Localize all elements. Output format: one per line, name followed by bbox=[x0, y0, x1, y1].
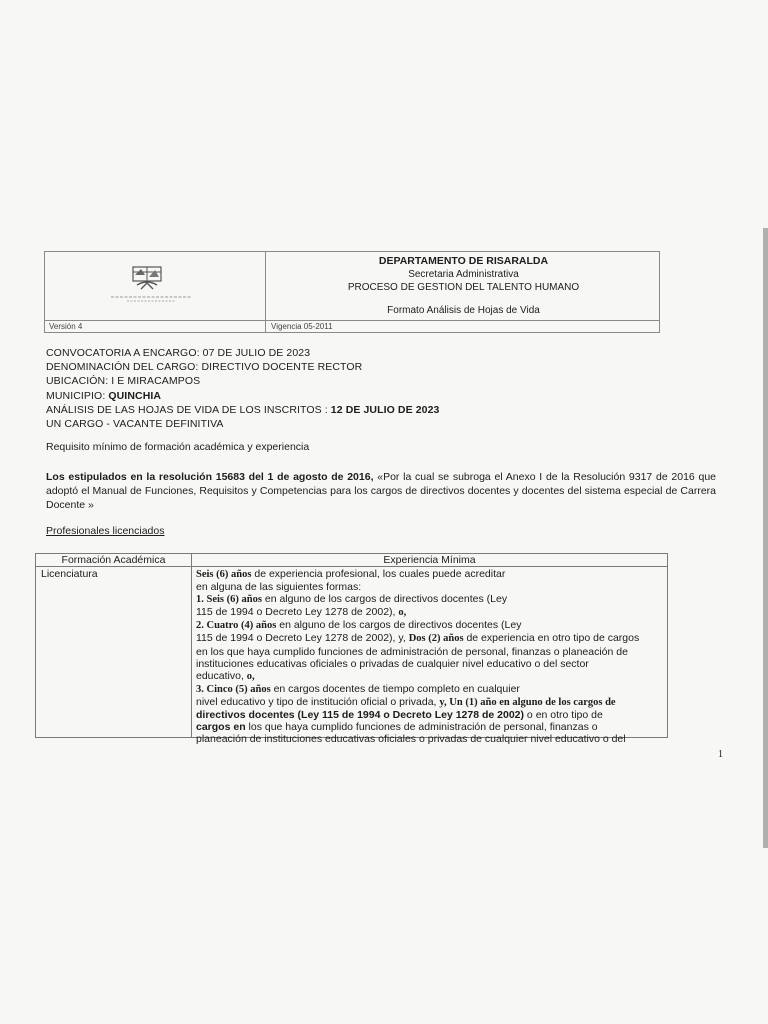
resolution-paragraph bbox=[46, 470, 716, 512]
exp-line: 1. Seis (6) años en alguno de los cargos de directivos docentes (Ley bbox=[196, 593, 508, 606]
info-municipio-label: MUNICIPIO: bbox=[46, 389, 109, 402]
requirements-table bbox=[35, 553, 668, 746]
paragraph-rest: «Por la cual se subroga el Anexo I de la Resolución 9317 de 2016 que adoptó el Manual de Funciones, Requisitos y Competencias para los cargos de directivos docentes y docentes del sistema especial de Carrera Docente » bbox=[46, 471, 716, 511]
header-divider-horizontal bbox=[45, 320, 659, 321]
exp-line: 115 de 1994 o Decreto Ley 1278 de 2002), y, Dos (2) años de experiencia en otro tipo de cargos bbox=[196, 632, 640, 645]
table-header-formacion: Formación Académica bbox=[61, 554, 166, 566]
exp-line: directivos docentes (Ley 115 de 1994 o Decreto Ley 1278 de 2002) o en otro tipo de bbox=[196, 709, 603, 722]
header-proceso: PROCESO DE GESTION DEL TALENTO HUMANO bbox=[347, 282, 580, 293]
header-formato: Formato Análisis de Hojas de Vida bbox=[387, 305, 540, 316]
table-divider-vertical bbox=[191, 554, 192, 737]
header-version: Versión 4 bbox=[49, 322, 83, 331]
info-denominacion: DENOMINACIÓN DEL CARGO: DIRECTIVO DOCENTE RECTOR bbox=[46, 361, 363, 374]
info-municipio-value: QUINCHIA bbox=[108, 389, 162, 402]
header-dept: DEPARTAMENTO DE RISARALDA bbox=[378, 255, 549, 267]
info-analisis-value: 12 DE JULIO DE 2023 bbox=[330, 403, 440, 416]
table-cell-licenciatura: Licenciatura bbox=[41, 568, 98, 580]
exp-line: cargos en los que haya cumplido funciones de administración de personal, finanzas o bbox=[196, 721, 598, 734]
info-analisis bbox=[46, 403, 440, 417]
exp-line: 2. Cuatro (4) años en alguno de los cargos de directivos docentes (Ley bbox=[196, 619, 522, 632]
info-municipio bbox=[46, 389, 440, 403]
scan-edge-shadow bbox=[763, 228, 768, 848]
header-vigencia: Vigencia 05-2011 bbox=[271, 322, 333, 331]
logo-caption-icon bbox=[105, 294, 197, 304]
section-heading-profesionales: Profesionales licenciados bbox=[46, 525, 165, 537]
exp-line: en los que haya cumplido funciones de administración de personal, finanzas o planeación de bbox=[196, 645, 628, 658]
page-number: 1 bbox=[718, 749, 723, 760]
info-convocatoria: CONVOCATORIA A ENCARGO: 07 DE JULIO DE 2023 bbox=[46, 347, 311, 359]
info-analisis-label: ANÁLISIS DE LAS HOJAS DE VIDA DE LOS INSCRITOS : bbox=[46, 403, 331, 416]
exp-line: nivel educativo y tipo de institución oficial o privada, y, Un (1) año en alguno de los cargos de bbox=[196, 695, 616, 708]
exp-line: instituciones educativas oficiales o privadas de cualquier nivel educativo o del sector bbox=[196, 657, 589, 670]
exp-line: Seis (6) años de experiencia profesional, los cuales puede acreditar bbox=[196, 568, 506, 580]
table-cell-experiencia bbox=[196, 568, 664, 745]
info-ubicacion: UBICACIÓN: I E MIRACAMPOS bbox=[46, 375, 201, 388]
header-box bbox=[44, 251, 660, 333]
exp-line: 115 de 1994 o Decreto Ley 1278 de 2002), o, bbox=[196, 606, 407, 619]
exp-line: educativo, o, bbox=[196, 669, 255, 682]
header-titles bbox=[266, 255, 661, 317]
table-header-experiencia: Experiencia Mínima bbox=[383, 554, 476, 566]
section-heading-requisito: Requisito mínimo de formación académica y experiencia bbox=[46, 441, 310, 453]
header-secretaria: Secretaria Administrativa bbox=[408, 269, 519, 280]
info-cargo: UN CARGO - VACANTE DEFINITIVA bbox=[46, 418, 224, 431]
exp-line: 3. Cinco (5) años en cargos docentes de tiempo completo en cualquier bbox=[196, 682, 520, 695]
exp-line: en alguna de las siguientes formas: bbox=[196, 581, 362, 594]
coat-of-arms-icon bbox=[129, 265, 165, 291]
paragraph-bold: Los estipulados en la resolución 15683 del 1 de agosto de 2016, bbox=[46, 471, 374, 483]
exp-line: planeación de instituciones educativas oficiales o privadas de cualquier nivel educativo o del bbox=[196, 733, 626, 746]
convocatoria-info bbox=[46, 346, 440, 431]
